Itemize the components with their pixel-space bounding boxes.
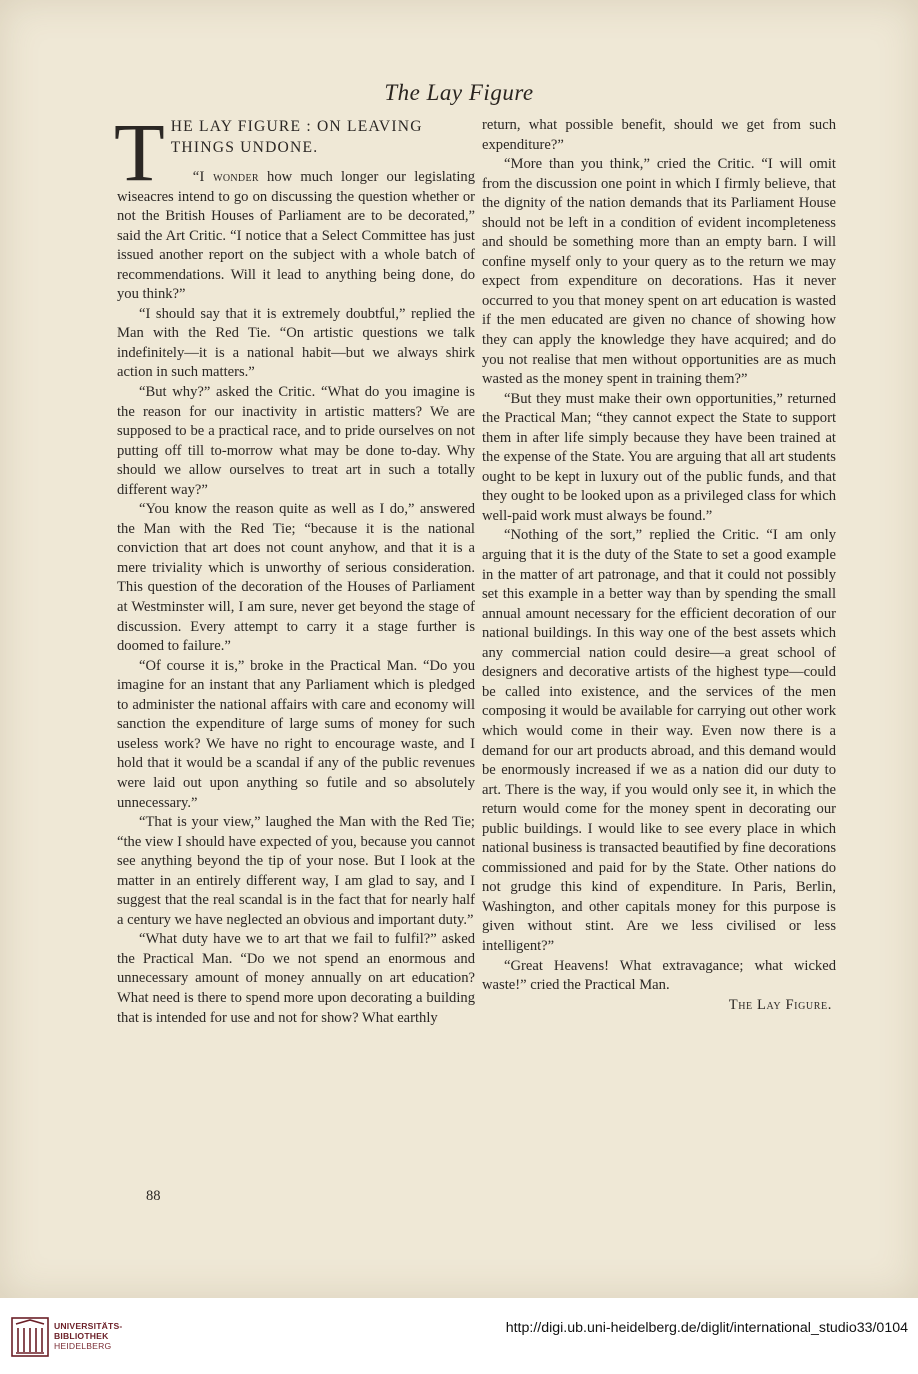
paragraph-1 — [117, 168, 475, 305]
signature: The Lay Figure. — [728, 996, 832, 1013]
paragraph-9: “More than you think,” cried the Critic. “I will omit from the discussion one point in which I firmly believe, that the dignity of the nation demands that its Parliament House should not be left in a condition of evident incompleteness and should be something more than an empty barn. I will confine myself only to your query as to the return we may expect from expenditure on decorations. Has it never occurred to you that money spent on art education is wasted if the men educated are given no chance of showing how they can apply the knowledge they have acquired; and do you not realise that men without opportunities are as much wasted as the money spent in training them?” — [482, 156, 836, 388]
drop-cap: T — [114, 106, 165, 198]
paragraph-3: “But why?” asked the Critic. “What do you imagine is the reason for our inactivity in artistic matters? We are supposed to be a practical race, and to pride ourselves on not putting off till to-morrow what may be done to-day. Why should we allow ourselves to treat art in such a totally different way?” — [117, 384, 475, 498]
paragraph-6: “That is your view,” laughed the Man with the Red Tie; “the view I should have expected of you, because you cannot see anything beyond the tip of your nose. But I look at the matter in an entirely different way, I am glad to say, and I suggest that the real scandal is in the fact that for nearly half a century we have neglected an obvious and important duty.” — [117, 814, 475, 928]
paragraph-2: “I should say that it is extremely doubtful,” replied the Man with the Red Tie. “On artistic questions we talk indefinitely—it is a national habit—but we always shirk action in such matters.” — [117, 305, 475, 381]
paragraph-4: “You know the reason quite as well as I do,” answered the Man with the Red Tie; “because it is the national conviction that art does not count anyhow, and that it is a mere triviality which is unworthy of serious consideration. This question of the decoration of the Houses of Parliament at Westminster will, I am sure, never get beyond the stage of discussion. Every attempt to carry it a stage further is doomed to failure.” — [117, 501, 475, 655]
paragraph-11: “Nothing of the sort,” replied the Critic. “I am only arguing that it is the duty of the State to set a good example in the matter of art patronage, and that it could not possibly set this example in a better way than by spending the small annual amount necessary for the efficient decoration of our national buildings. In this way one of the best assets which any commercial nation could desire—a great school of designers and decorative artists of the highest type—could be called into existence, and the services of the men composing it would be available for carrying out other work which would come in their way. Even now there is a demand for our art products abroad, and this demand would be enormously increased if we as a nation did our duty to art. There is the way, if you would only see it, in which the return would come for the money spent in decorating our public buildings. I would like to see every place in which national business is transacted beautified by fine decorations commissioned and paid for by the State. Other nations do not grudge this kind of expenditure. In Paris, Berlin, Washington, and other capitals money for this purpose is given without stint. Are we less civilised or less intelligent?” — [482, 527, 836, 954]
paragraph-10: “But they must make their own opportunities,” returned the Practical Man; “they cannot expect the State to support them in after life simply because they have been trained at the expense of the State. You are arguing that all art students ought to be kept in luxury out of the public funds, and that they ought to be looked upon as a privileged class for which well-paid work must always be found.” — [482, 390, 836, 524]
institution-line-2: BIBLIOTHEK — [54, 1331, 109, 1341]
title-line-2: THINGS UNDONE. — [170, 139, 319, 156]
institution-line-3: HEIDELBERG — [54, 1341, 112, 1351]
paragraph-7: “What duty have we to art that we fail to fulfil?” asked the Practical Man. “Do we not spend an enormous and unnecessary amount of money annually on art education? What need is there to spend more upon decorating a building that is intended for use and not for show? What earthly — [117, 931, 475, 1026]
left-column — [114, 106, 475, 1028]
institution-name — [54, 1321, 123, 1351]
running-header: The Lay Figure — [384, 80, 534, 105]
source-url-link[interactable]: http://digi.ub.uni-heidelberg.de/diglit/international_studio33/0104 — [505, 1320, 908, 1336]
paragraph-1-text: how much longer our legislating wiseacres intend to go on discussing the question whether or not the British Houses of Parliament are to be decorated,” said the Art Critic. “I notice that a Select Committee has just issued another report on the subject with a whole batch of recommendations. Will it lead to anything being done, do you think?” — [117, 169, 475, 303]
paragraph-5: “Of course it is,” broke in the Practical Man. “Do you imagine for an instant that any Parliament which is pledged to administer the national affairs with care and economy will sanction the expenditure of large sums of money for such useless work? We have no right to encourage waste, and I hold that it would be a scandal if any of the public revenues were laid out upon anything so futile and so absolutely unnecessary.” — [117, 657, 475, 811]
right-column — [482, 116, 836, 1015]
library-logo-icon — [10, 1316, 50, 1358]
institution-line-1: UNIVERSITÄTS- — [54, 1321, 123, 1331]
page-number: 88 — [146, 1188, 161, 1204]
digitization-footer — [0, 1298, 918, 1374]
paragraph-8: return, what possible benefit, should we get from such expenditure?” — [482, 117, 836, 153]
opening-small-caps: “I wonder — [192, 169, 259, 185]
title-line-1: HE LAY FIGURE : ON LEAVING — [170, 118, 423, 135]
paragraph-12: “Great Heavens! What extravagance; what wicked waste!” cried the Practical Man. — [482, 957, 836, 994]
